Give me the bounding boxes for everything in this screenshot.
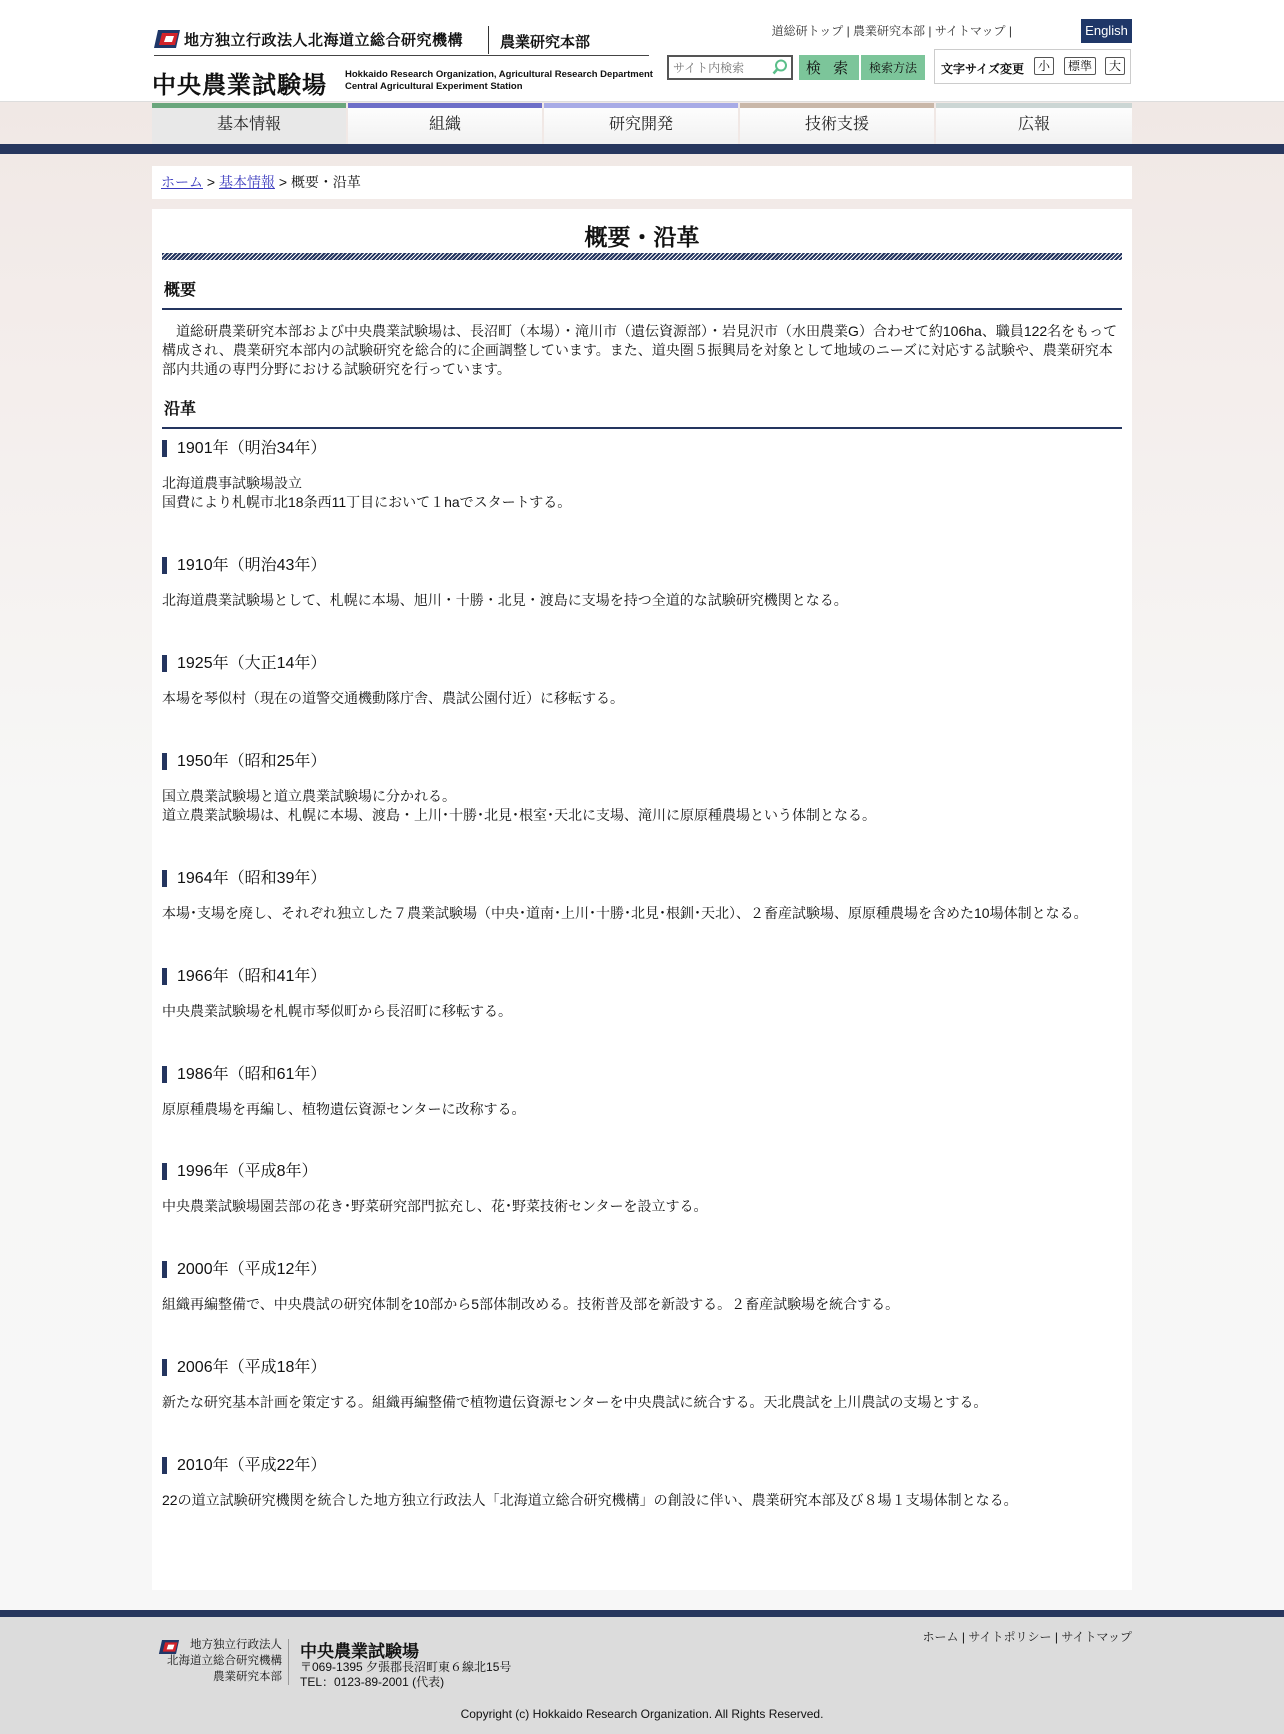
history-year-1966 [162,968,326,985]
font-size-normal-button[interactable]: 標準 [1064,57,1096,75]
search-help-button[interactable]: 検索方法 [861,55,925,80]
font-size-small-button[interactable]: 小 [1034,57,1054,75]
history-year-label: 2000年（平成12年） [177,1261,327,1278]
font-size-label: 文字サイズ変更 [941,62,1025,76]
org-name: 地方独立行政法人北海道立総合研究機構 [184,32,464,49]
history-text-1901 [162,474,1124,512]
history-line: 新たな研究基本計画を策定する。組織再編整備で植物遺伝資源センターを中央農試に統合する。天北農試を上川農試の支場とする。 [162,1394,988,1410]
overview-text: 道総研農業研究本部および中央農業試験場は、長沼町（本場）・滝川市（遺伝資源部）・岩見沢市（水田農業G）合わせて約106ha、職員122名をもって構成され、農業研究本部内の試験研究を総合的に企画調整しています。また、道央圏５振興局を対象として地域のニーズに対応する試験や、農業研究本部内共通の専門分野における試験研究を行っています。 [162,323,1118,377]
english-button[interactable]: English [1081,19,1132,43]
nav-organization[interactable] [348,103,542,144]
history-text-1996 [162,1197,1124,1216]
history-year-2006 [162,1359,326,1376]
site-footer [0,1610,1284,1734]
history-year-label: 1966年（昭和41年） [177,968,327,985]
nav-color-bar [544,103,738,108]
history-line: 組織再編整備で、中央農試の研究体制を10部から5部体制改める。技術普及部を新設する。２畜産試験場を統合する。 [162,1296,900,1312]
station-name[interactable]: 中央農業試験場 [152,72,327,99]
history-text-1986 [162,1100,1124,1119]
nav-bottom-bar [0,144,1284,154]
history-text-1950 [162,787,1124,825]
history-text-2006 [162,1393,1124,1412]
history-line: 国費により札幌市北18条西11丁目において１haでスタートする。 [162,494,572,510]
history-year-label: 1901年（明治34年） [177,440,327,457]
dept-name: 農業研究本部 [500,34,591,51]
footer-link-home[interactable]: ホーム [922,1630,959,1644]
history-year-1986 [162,1066,326,1083]
footer-org-line: 北海道立総合研究機構 [167,1655,282,1667]
breadcrumb-current: 概要・沿革 [290,174,361,190]
breadcrumb-basic-link[interactable]: 基本情報 [218,174,275,190]
site-header [0,0,1284,102]
history-year-label: 1950年（昭和25年） [177,753,327,770]
history-text-1964 [162,904,1124,923]
history-year-2010 [162,1457,326,1474]
nav-color-bar [936,103,1132,108]
nav-color-bar [348,103,542,108]
nav-label: 広報 [1017,116,1050,133]
page-title: 概要・沿革 [584,224,700,250]
global-nav [152,103,1132,144]
history-year-label: 2010年（平成22年） [177,1457,327,1474]
nav-label: 組織 [428,116,461,133]
history-year-label: 2006年（平成18年） [177,1359,327,1376]
history-year-2000 [162,1261,326,1278]
link-ag-dept[interactable]: 農業研究本部 [853,24,926,38]
history-year-1964 [162,870,326,887]
history-year-1901 [162,440,326,457]
footer-address-line: 〒069-1395 夕張郡長沼町東６線北15号 [300,1660,512,1674]
history-year-1996 [162,1163,318,1180]
footer-tel: TEL：0123-89-2001 (代表) [300,1675,445,1689]
nav-basic-info[interactable] [152,103,346,144]
history-line: 北海道農業試験場として、札幌に本場、旭川・十勝・北見・渡島に支場を持つ全道的な試験研究機関となる。 [162,592,848,608]
history-line: 道立農業試験場は、札幌に本場、渡島・上川･十勝･北見･根室･天北に支場、滝川に原原種農場という体制となる。 [162,807,876,823]
title-stripe [162,253,1122,260]
title-rule [154,55,649,56]
history-year-1925 [162,655,326,672]
history-year-label: 1996年（平成8年） [177,1163,318,1180]
history-year-label: 1986年（昭和61年） [177,1066,327,1083]
history-line: 本場･支場を廃し、それぞれ独立した７農業試験場（中央･道南･上川･十勝･北見･根釧･天北）、２畜産試験場、原原種農場を含めた10場体制となる。 [162,905,1088,921]
history-text-2000 [162,1295,1124,1314]
font-size-control [934,49,1131,84]
history-text-1925 [162,689,1124,708]
history-line: 中央農業試験場を札幌市琴似町から長沼町に移転する。 [162,1003,512,1019]
header-divider [488,26,489,54]
breadcrumb-sep: > [206,174,216,190]
search-button[interactable]: 検 索 [799,55,859,80]
utility-links: 道総研トップ | 農業研究本部 | サイトマップ | [771,24,1012,38]
breadcrumb [152,166,1132,199]
search-box [667,55,793,80]
copyright: Copyright (c) Hokkaido Research Organization. All Rights Reserved. [460,1707,824,1721]
history-line: 中央農業試験場園芸部の花き･野菜研究部門拡充し、花･野菜技術センターを設立する。 [162,1198,708,1214]
header-inner [152,0,1132,101]
history-year-1910 [162,557,326,574]
history-heading: 沿革 [162,396,1122,429]
history-year-label: 1910年（明治43年） [177,557,327,574]
station-name-en [345,69,653,93]
breadcrumb-sep: > [278,174,288,190]
nav-tech-support[interactable] [740,103,934,144]
history-line: 国立農業試験場と道立農業試験場に分かれる。 [162,788,456,804]
search-input[interactable] [669,57,777,78]
nav-pr[interactable] [936,103,1132,144]
history-text-1910 [162,591,1124,610]
history-year-1950 [162,753,326,770]
history-line: 22の道立試験研究機関を統合した地方独立行政法人「北海道立総合研究機構」の創設に伴い、農業研究本部及び８場１支場体制となる。 [162,1492,1018,1508]
footer-address [300,1660,511,1690]
nav-color-bar [152,103,346,108]
history-text-1966 [162,1002,1124,1021]
font-size-large-button[interactable]: 大 [1105,57,1125,75]
nav-label: 研究開発 [608,116,673,133]
footer-org [152,1637,282,1685]
main-content [152,209,1132,1590]
breadcrumb-home-link[interactable]: ホーム [161,174,203,190]
footer-links: ホーム | サイトポリシー | サイトマップ [922,1630,1132,1644]
nav-label: 技術支援 [804,116,869,133]
footer-station-name: 中央農業試験場 [300,1642,419,1661]
history-year-label: 1964年（昭和39年） [177,870,327,887]
hro-logo-icon[interactable] [154,30,180,48]
search-icon [772,59,788,75]
history-line: 本場を琴似村（現在の道警交通機動隊庁舎、農試公園付近）に移転する。 [162,690,624,706]
nav-color-bar [740,103,934,108]
history-year-label: 1925年（大正14年） [177,655,327,672]
footer-org-line: 農業研究本部 [213,1671,282,1683]
history-line: 原原種農場を再編し、植物遺伝資源センターに改称する。 [162,1101,526,1117]
history-text-2010 [162,1491,1124,1510]
nav-label: 基本情報 [216,116,281,133]
link-hro-top[interactable]: 道総研トップ [771,24,844,38]
station-en-line-2: Central Agricultural Experiment Station [345,81,523,92]
overview-heading: 概要 [162,277,1122,310]
nav-research[interactable] [544,103,738,144]
footer-divider [288,1639,289,1685]
link-sitemap[interactable]: サイトマップ [934,24,1006,38]
history-line: 北海道農事試験場設立 [162,475,302,491]
footer-link-policy[interactable]: サイトポリシー [968,1630,1052,1644]
footer-org-line: 地方独立行政法人 [190,1639,282,1651]
footer-link-sitemap[interactable]: サイトマップ [1061,1630,1132,1644]
station-en-line-1: Hokkaido Research Organization, Agricultural Research Department [345,69,653,80]
